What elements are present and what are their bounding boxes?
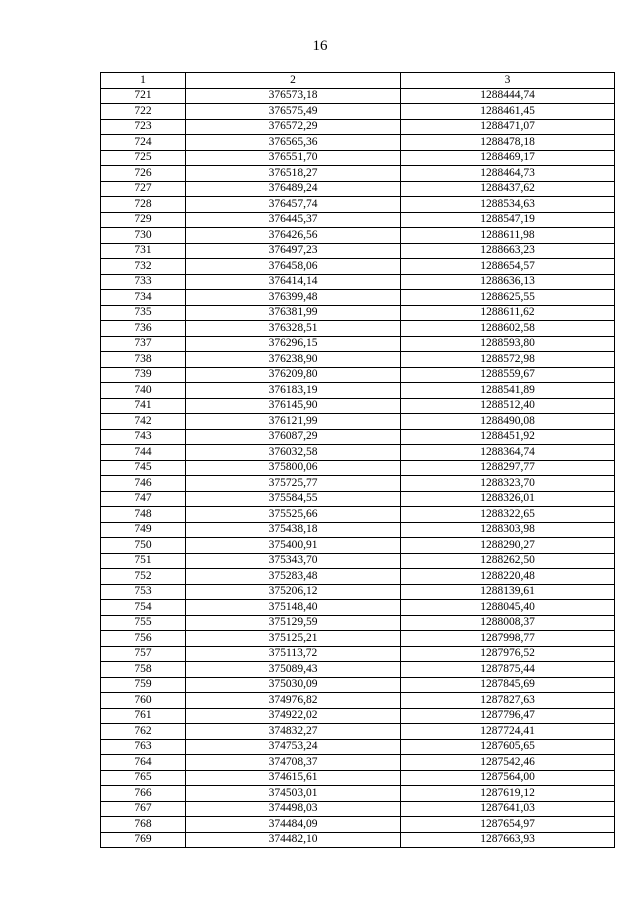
y-coordinate-cell: 1287641,03	[401, 801, 615, 817]
x-coordinate-cell: 375206,12	[186, 584, 401, 600]
point-number-cell: 741	[101, 398, 186, 414]
x-coordinate-cell: 376381,99	[186, 305, 401, 321]
x-coordinate-cell: 375125,21	[186, 631, 401, 647]
y-coordinate-cell: 1287827,63	[401, 693, 615, 709]
table-row	[101, 507, 615, 523]
point-number-cell: 748	[101, 507, 186, 523]
table-row	[101, 181, 615, 197]
point-number-cell: 727	[101, 181, 186, 197]
point-number-cell: 762	[101, 724, 186, 740]
table-row	[101, 662, 615, 678]
table-row	[101, 212, 615, 228]
table-row	[101, 491, 615, 507]
table-row	[101, 352, 615, 368]
x-coordinate-cell: 376328,51	[186, 321, 401, 337]
point-number-cell: 752	[101, 569, 186, 585]
point-number-cell: 739	[101, 367, 186, 383]
x-coordinate-cell: 376414,14	[186, 274, 401, 290]
x-coordinate-cell: 376238,90	[186, 352, 401, 368]
y-coordinate-cell: 1288541,89	[401, 383, 615, 399]
point-number-cell: 725	[101, 150, 186, 166]
point-number-cell: 721	[101, 88, 186, 104]
x-coordinate-cell: 374484,09	[186, 817, 401, 833]
table-header	[101, 73, 615, 89]
x-coordinate-cell: 376399,48	[186, 290, 401, 306]
y-coordinate-cell: 1288547,19	[401, 212, 615, 228]
table-row	[101, 739, 615, 755]
y-coordinate-cell: 1287654,97	[401, 817, 615, 833]
point-number-cell: 726	[101, 166, 186, 182]
y-coordinate-cell: 1288602,58	[401, 321, 615, 337]
x-coordinate-cell: 376145,90	[186, 398, 401, 414]
y-coordinate-cell: 1288326,01	[401, 491, 615, 507]
point-number-cell: 753	[101, 584, 186, 600]
y-coordinate-cell: 1288437,62	[401, 181, 615, 197]
point-number-cell: 730	[101, 228, 186, 244]
point-number-cell: 740	[101, 383, 186, 399]
x-coordinate-cell: 375584,55	[186, 491, 401, 507]
x-coordinate-cell: 374753,24	[186, 739, 401, 755]
point-number-cell: 724	[101, 135, 186, 151]
x-coordinate-cell: 375148,40	[186, 600, 401, 616]
y-coordinate-cell: 1288471,07	[401, 119, 615, 135]
x-coordinate-cell: 375129,59	[186, 615, 401, 631]
y-coordinate-cell: 1288663,23	[401, 243, 615, 259]
y-coordinate-cell: 1287605,65	[401, 739, 615, 755]
table-row	[101, 708, 615, 724]
point-number-cell: 763	[101, 739, 186, 755]
table-row	[101, 786, 615, 802]
table-row	[101, 584, 615, 600]
x-coordinate-cell: 375525,66	[186, 507, 401, 523]
point-number-cell: 733	[101, 274, 186, 290]
table-row	[101, 646, 615, 662]
y-coordinate-cell: 1287542,46	[401, 755, 615, 771]
point-number-cell: 736	[101, 321, 186, 337]
y-coordinate-cell: 1288512,40	[401, 398, 615, 414]
table-row	[101, 259, 615, 275]
point-number-cell: 760	[101, 693, 186, 709]
table-row	[101, 569, 615, 585]
table-row	[101, 274, 615, 290]
y-coordinate-cell: 1287564,00	[401, 770, 615, 786]
y-coordinate-cell: 1288290,27	[401, 538, 615, 554]
table-row	[101, 445, 615, 461]
point-number-cell: 745	[101, 460, 186, 476]
table-row	[101, 429, 615, 445]
table-row	[101, 770, 615, 786]
x-coordinate-cell: 376565,36	[186, 135, 401, 151]
table-row	[101, 522, 615, 538]
y-coordinate-cell: 1288559,67	[401, 367, 615, 383]
x-coordinate-cell: 374976,82	[186, 693, 401, 709]
point-number-cell: 738	[101, 352, 186, 368]
y-coordinate-cell: 1287796,47	[401, 708, 615, 724]
point-number-cell: 750	[101, 538, 186, 554]
point-number-cell: 767	[101, 801, 186, 817]
y-coordinate-cell: 1287619,12	[401, 786, 615, 802]
y-coordinate-cell: 1288323,70	[401, 476, 615, 492]
point-number-cell: 758	[101, 662, 186, 678]
point-number-cell: 737	[101, 336, 186, 352]
x-coordinate-cell: 375089,43	[186, 662, 401, 678]
x-coordinate-cell: 375725,77	[186, 476, 401, 492]
point-number-cell: 732	[101, 259, 186, 275]
table-row	[101, 197, 615, 213]
table-row	[101, 228, 615, 244]
point-number-cell: 722	[101, 104, 186, 120]
y-coordinate-cell: 1288461,45	[401, 104, 615, 120]
y-coordinate-cell: 1288297,77	[401, 460, 615, 476]
y-coordinate-cell: 1287998,77	[401, 631, 615, 647]
point-number-cell: 754	[101, 600, 186, 616]
table-row	[101, 817, 615, 833]
x-coordinate-cell: 376445,37	[186, 212, 401, 228]
table-row	[101, 367, 615, 383]
x-coordinate-cell: 376518,27	[186, 166, 401, 182]
point-number-cell: 728	[101, 197, 186, 213]
y-coordinate-cell: 1288636,13	[401, 274, 615, 290]
y-coordinate-cell: 1288593,80	[401, 336, 615, 352]
point-number-cell: 747	[101, 491, 186, 507]
coordinates-table	[100, 72, 615, 848]
point-number-cell: 768	[101, 817, 186, 833]
table-row	[101, 677, 615, 693]
y-coordinate-cell: 1288220,48	[401, 569, 615, 585]
x-coordinate-cell: 376209,80	[186, 367, 401, 383]
table-row	[101, 243, 615, 259]
x-coordinate-cell: 376551,70	[186, 150, 401, 166]
header-row	[101, 73, 615, 89]
x-coordinate-cell: 375113,72	[186, 646, 401, 662]
point-number-cell: 743	[101, 429, 186, 445]
point-number-cell: 742	[101, 414, 186, 430]
y-coordinate-cell: 1288364,74	[401, 445, 615, 461]
table-row	[101, 321, 615, 337]
y-coordinate-cell: 1288262,50	[401, 553, 615, 569]
y-coordinate-cell: 1288572,98	[401, 352, 615, 368]
x-coordinate-cell: 375343,70	[186, 553, 401, 569]
page-number: 16	[312, 38, 328, 54]
x-coordinate-cell: 374708,37	[186, 755, 401, 771]
point-number-cell: 761	[101, 708, 186, 724]
point-number-cell: 756	[101, 631, 186, 647]
point-number-cell: 749	[101, 522, 186, 538]
x-coordinate-cell: 375283,48	[186, 569, 401, 585]
x-coordinate-cell: 374922,02	[186, 708, 401, 724]
point-number-cell: 735	[101, 305, 186, 321]
x-coordinate-cell: 376457,74	[186, 197, 401, 213]
column-header-2: 2	[186, 73, 401, 89]
x-coordinate-cell: 376426,56	[186, 228, 401, 244]
x-coordinate-cell: 376087,29	[186, 429, 401, 445]
x-coordinate-cell: 376489,24	[186, 181, 401, 197]
y-coordinate-cell: 1288625,55	[401, 290, 615, 306]
y-coordinate-cell: 1288139,61	[401, 584, 615, 600]
x-coordinate-cell: 376458,06	[186, 259, 401, 275]
y-coordinate-cell: 1288444,74	[401, 88, 615, 104]
table-row	[101, 150, 615, 166]
point-number-cell: 731	[101, 243, 186, 259]
x-coordinate-cell: 374498,03	[186, 801, 401, 817]
y-coordinate-cell: 1288045,40	[401, 600, 615, 616]
point-number-cell: 769	[101, 832, 186, 848]
x-coordinate-cell: 375800,06	[186, 460, 401, 476]
y-coordinate-cell: 1288008,37	[401, 615, 615, 631]
table-row	[101, 88, 615, 104]
table-row	[101, 801, 615, 817]
table-row	[101, 460, 615, 476]
point-number-cell: 755	[101, 615, 186, 631]
y-coordinate-cell: 1288654,57	[401, 259, 615, 275]
x-coordinate-cell: 375400,91	[186, 538, 401, 554]
table-row	[101, 476, 615, 492]
table-row	[101, 631, 615, 647]
y-coordinate-cell: 1287845,69	[401, 677, 615, 693]
point-number-cell: 746	[101, 476, 186, 492]
x-coordinate-cell: 375030,09	[186, 677, 401, 693]
table-row	[101, 600, 615, 616]
table-row	[101, 166, 615, 182]
point-number-cell: 723	[101, 119, 186, 135]
x-coordinate-cell: 376032,58	[186, 445, 401, 461]
table-row	[101, 414, 615, 430]
y-coordinate-cell: 1287663,93	[401, 832, 615, 848]
table-row	[101, 119, 615, 135]
table-row	[101, 135, 615, 151]
table-row	[101, 290, 615, 306]
table-row	[101, 615, 615, 631]
table-row	[101, 398, 615, 414]
table-row	[101, 104, 615, 120]
table-body	[101, 88, 615, 848]
y-coordinate-cell: 1288611,62	[401, 305, 615, 321]
x-coordinate-cell: 376575,49	[186, 104, 401, 120]
x-coordinate-cell: 374615,61	[186, 770, 401, 786]
y-coordinate-cell: 1287976,52	[401, 646, 615, 662]
point-number-cell: 757	[101, 646, 186, 662]
y-coordinate-cell: 1288611,98	[401, 228, 615, 244]
point-number-cell: 759	[101, 677, 186, 693]
table-row	[101, 832, 615, 848]
table-row	[101, 755, 615, 771]
y-coordinate-cell: 1288322,65	[401, 507, 615, 523]
x-coordinate-cell: 376296,15	[186, 336, 401, 352]
x-coordinate-cell: 376572,29	[186, 119, 401, 135]
x-coordinate-cell: 375438,18	[186, 522, 401, 538]
y-coordinate-cell: 1287724,41	[401, 724, 615, 740]
table-row	[101, 553, 615, 569]
point-number-cell: 764	[101, 755, 186, 771]
table-row	[101, 305, 615, 321]
point-number-cell: 729	[101, 212, 186, 228]
column-header-3: 3	[401, 73, 615, 89]
table-row	[101, 693, 615, 709]
y-coordinate-cell: 1288490,08	[401, 414, 615, 430]
point-number-cell: 734	[101, 290, 186, 306]
table-row	[101, 383, 615, 399]
x-coordinate-cell: 374482,10	[186, 832, 401, 848]
table-row	[101, 538, 615, 554]
x-coordinate-cell: 376183,19	[186, 383, 401, 399]
y-coordinate-cell: 1288451,92	[401, 429, 615, 445]
y-coordinate-cell: 1288469,17	[401, 150, 615, 166]
x-coordinate-cell: 374832,27	[186, 724, 401, 740]
table-row	[101, 336, 615, 352]
table-row	[101, 724, 615, 740]
y-coordinate-cell: 1288478,18	[401, 135, 615, 151]
point-number-cell: 751	[101, 553, 186, 569]
y-coordinate-cell: 1287875,44	[401, 662, 615, 678]
y-coordinate-cell: 1288534,63	[401, 197, 615, 213]
point-number-cell: 744	[101, 445, 186, 461]
x-coordinate-cell: 376121,99	[186, 414, 401, 430]
y-coordinate-cell: 1288303,98	[401, 522, 615, 538]
x-coordinate-cell: 376573,18	[186, 88, 401, 104]
x-coordinate-cell: 374503,01	[186, 786, 401, 802]
y-coordinate-cell: 1288464,73	[401, 166, 615, 182]
column-header-1: 1	[101, 73, 186, 89]
point-number-cell: 765	[101, 770, 186, 786]
point-number-cell: 766	[101, 786, 186, 802]
x-coordinate-cell: 376497,23	[186, 243, 401, 259]
